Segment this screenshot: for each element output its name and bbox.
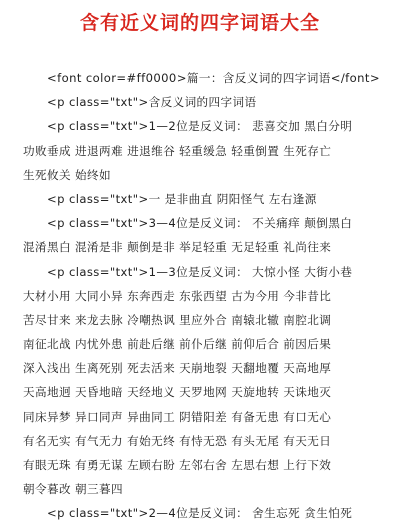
document-body	[23, 66, 383, 526]
text-line: 大材小用 大同小异 东奔西走 东张西望 古为今用 今非昔比	[23, 288, 332, 303]
text-line: 有眼无珠 有勇无谋 左顾右盼 左邻右舍 左思右想 上行下效	[23, 458, 332, 472]
text-line: 同床异梦 异口同声 异曲同工 阴错阳差 有备无患 有口无心	[23, 409, 332, 424]
text-line: 南征北战 内忧外患 前赴后继 前仆后继 前仰后合 前因后果	[23, 337, 332, 352]
text-line: 生死攸关 始终如	[23, 167, 112, 182]
text-line: 深入浅出 生离死别 死去活来 天崩地裂 天翻地覆 天高地厚	[23, 361, 332, 376]
text-line: <p class="txt">一 是非曲直 阴阳怪气 左右逢源	[47, 191, 317, 206]
text-line: <p class="txt">1—3位是反义词： 大惊小怪 大街小巷	[47, 264, 353, 279]
text-line: 功败垂成 进退两难 进退维谷 轻重缓急 轻重倒置 生死存亡	[23, 143, 332, 158]
text-line: 天高地迥 天昏地暗 天经地义 天罗地网 天旋地转 天诛地灭	[23, 385, 332, 400]
text-line: <p class="txt">2—4位是反义词： 舍生忘死 贪生怕死	[47, 506, 353, 521]
text-line: 混淆黑白 混淆是非 颠倒是非 举足轻重 无足轻重 礼尚往来	[23, 240, 332, 255]
text-line: <font color=#ff0000>篇一：含反义词的四字词语</font>	[47, 71, 380, 85]
text-line: 朝令暮改 朝三暮四	[23, 482, 124, 497]
page-title: 含有近义词的四字词语大全	[79, 12, 320, 34]
text-line: 苦尽甘来 来龙去脉 冷嘲热讽 里应外合 南辕北辙 南腔北调	[23, 312, 332, 327]
text-line: <p class="txt">1—2位是反义词： 悲喜交加 黑白分明	[47, 119, 353, 134]
text-line: 有名无实 有气无力 有始无终 有恃无恐 有头无尾 有天无日	[23, 433, 332, 448]
text-line: <p class="txt">3—4位是反义词： 不关痛痒 颠倒黑白	[47, 216, 353, 231]
text-line: <p class="txt">含反义词的四字词语	[47, 95, 257, 110]
